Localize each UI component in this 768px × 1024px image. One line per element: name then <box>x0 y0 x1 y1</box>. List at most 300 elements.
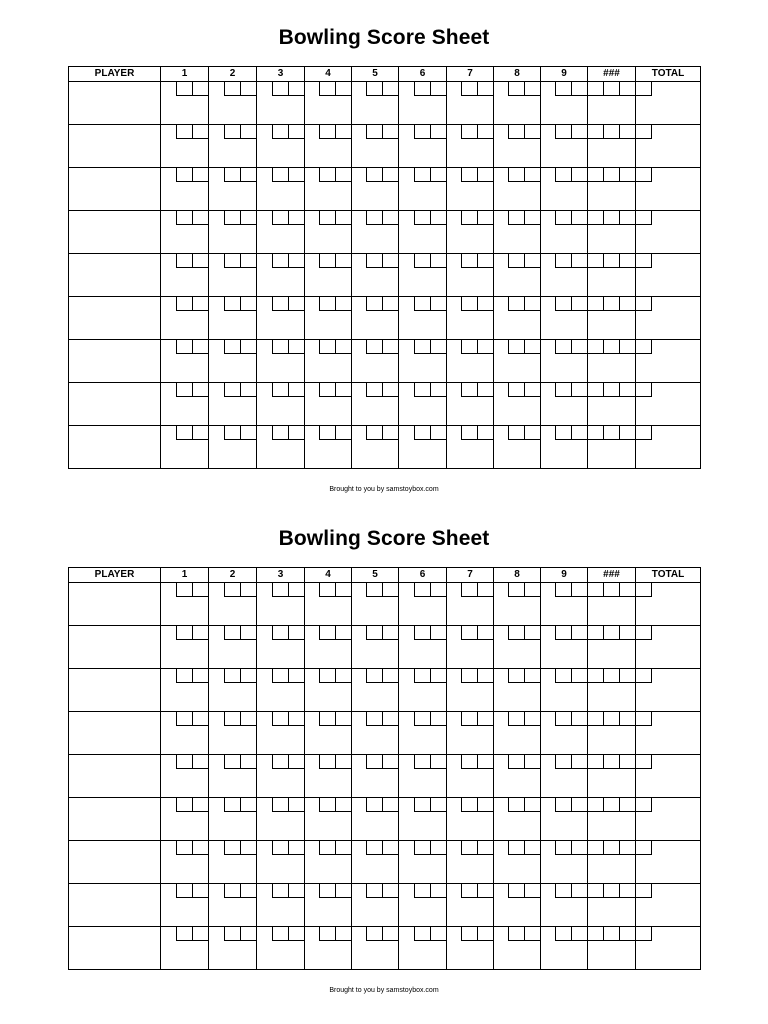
ball-box[interactable] <box>524 583 540 597</box>
ball-box[interactable] <box>587 125 603 139</box>
frame-score-cell[interactable] <box>352 712 399 755</box>
ball-box[interactable] <box>192 798 208 812</box>
player-name-cell[interactable] <box>69 211 161 254</box>
ball-box[interactable] <box>335 798 351 812</box>
ball-box[interactable] <box>272 927 288 941</box>
frame-score-cell[interactable] <box>447 798 494 841</box>
ball-box[interactable] <box>366 340 382 354</box>
ball-box[interactable] <box>335 340 351 354</box>
ball-box[interactable] <box>414 426 430 440</box>
ball-box[interactable] <box>240 884 256 898</box>
ball-box[interactable] <box>430 712 446 726</box>
ball-box[interactable] <box>587 583 603 597</box>
ball-box[interactable] <box>508 125 524 139</box>
frame-score-cell[interactable] <box>209 626 257 669</box>
ball-box[interactable] <box>508 669 524 683</box>
ball-box[interactable] <box>335 383 351 397</box>
ball-box[interactable] <box>335 669 351 683</box>
ball-box[interactable] <box>224 297 240 311</box>
ball-box[interactable] <box>430 583 446 597</box>
frame-score-cell[interactable] <box>257 755 305 798</box>
ball-box[interactable] <box>192 383 208 397</box>
ball-box[interactable] <box>524 927 540 941</box>
ball-box[interactable] <box>240 168 256 182</box>
frame-score-cell[interactable] <box>257 841 305 884</box>
frame-score-cell[interactable] <box>399 254 447 297</box>
ball-box[interactable] <box>288 383 304 397</box>
frame-score-cell[interactable] <box>447 297 494 340</box>
ball-box[interactable] <box>619 798 635 812</box>
frame-score-cell[interactable] <box>588 626 636 669</box>
frame-score-cell[interactable] <box>209 927 257 970</box>
ball-box[interactable] <box>288 583 304 597</box>
ball-box[interactable] <box>272 82 288 96</box>
ball-box[interactable] <box>382 82 398 96</box>
ball-box[interactable] <box>240 211 256 225</box>
ball-box[interactable] <box>366 211 382 225</box>
ball-box[interactable] <box>587 383 603 397</box>
frame-score-cell[interactable] <box>588 755 636 798</box>
frame-score-cell[interactable] <box>352 297 399 340</box>
player-name-cell[interactable] <box>69 755 161 798</box>
frame-score-cell[interactable] <box>305 884 352 927</box>
ball-box[interactable] <box>636 669 652 683</box>
ball-box[interactable] <box>508 82 524 96</box>
ball-box[interactable] <box>461 168 477 182</box>
ball-box[interactable] <box>524 426 540 440</box>
ball-box[interactable] <box>272 383 288 397</box>
ball-box[interactable] <box>477 125 493 139</box>
frame-score-cell[interactable] <box>399 669 447 712</box>
frame-score-cell[interactable] <box>209 340 257 383</box>
ball-box[interactable] <box>555 211 571 225</box>
ball-box[interactable] <box>319 583 335 597</box>
ball-box[interactable] <box>461 254 477 268</box>
ball-box[interactable] <box>524 340 540 354</box>
ball-box[interactable] <box>176 884 192 898</box>
frame-score-cell[interactable] <box>161 340 209 383</box>
ball-box[interactable] <box>603 884 619 898</box>
frame-score-cell[interactable] <box>494 755 541 798</box>
frame-score-cell[interactable] <box>352 82 399 125</box>
ball-box[interactable] <box>571 583 587 597</box>
ball-box[interactable] <box>176 383 192 397</box>
ball-box[interactable] <box>636 755 652 769</box>
frame-score-cell[interactable] <box>257 168 305 211</box>
frame-score-cell[interactable] <box>447 340 494 383</box>
ball-box[interactable] <box>508 383 524 397</box>
ball-box[interactable] <box>603 755 619 769</box>
frame-score-cell[interactable] <box>161 712 209 755</box>
ball-box[interactable] <box>288 82 304 96</box>
ball-box[interactable] <box>224 669 240 683</box>
frame-score-cell[interactable] <box>494 798 541 841</box>
ball-box[interactable] <box>477 426 493 440</box>
ball-box[interactable] <box>571 82 587 96</box>
frame-score-cell[interactable] <box>161 383 209 426</box>
ball-box[interactable] <box>335 426 351 440</box>
ball-box[interactable] <box>240 927 256 941</box>
ball-box[interactable] <box>477 340 493 354</box>
frame-score-cell[interactable] <box>494 669 541 712</box>
ball-box[interactable] <box>555 297 571 311</box>
frame-score-cell[interactable] <box>257 669 305 712</box>
ball-box[interactable] <box>587 884 603 898</box>
player-name-cell[interactable] <box>69 82 161 125</box>
ball-box[interactable] <box>224 426 240 440</box>
frame-score-cell[interactable] <box>447 168 494 211</box>
ball-box[interactable] <box>335 297 351 311</box>
player-name-cell[interactable] <box>69 297 161 340</box>
frame-score-cell[interactable] <box>305 426 352 469</box>
ball-box[interactable] <box>477 927 493 941</box>
frame-score-cell[interactable] <box>541 626 588 669</box>
ball-box[interactable] <box>176 340 192 354</box>
frame-score-cell[interactable] <box>209 426 257 469</box>
frame-score-cell[interactable] <box>209 254 257 297</box>
ball-box[interactable] <box>508 712 524 726</box>
ball-box[interactable] <box>430 626 446 640</box>
frame-score-cell[interactable] <box>494 426 541 469</box>
ball-box[interactable] <box>430 211 446 225</box>
ball-box[interactable] <box>272 211 288 225</box>
ball-box[interactable] <box>430 168 446 182</box>
ball-box[interactable] <box>382 798 398 812</box>
ball-box[interactable] <box>382 254 398 268</box>
frame-score-cell[interactable] <box>399 927 447 970</box>
total-score-cell[interactable] <box>636 755 701 798</box>
ball-box[interactable] <box>192 755 208 769</box>
frame-score-cell[interactable] <box>305 626 352 669</box>
ball-box[interactable] <box>176 211 192 225</box>
ball-box[interactable] <box>335 712 351 726</box>
frame-score-cell[interactable] <box>352 798 399 841</box>
ball-box[interactable] <box>587 211 603 225</box>
ball-box[interactable] <box>176 626 192 640</box>
ball-box[interactable] <box>366 712 382 726</box>
player-name-cell[interactable] <box>69 383 161 426</box>
ball-box[interactable] <box>382 841 398 855</box>
ball-box[interactable] <box>319 426 335 440</box>
ball-box[interactable] <box>319 626 335 640</box>
ball-box[interactable] <box>603 583 619 597</box>
ball-box[interactable] <box>461 583 477 597</box>
ball-box[interactable] <box>587 168 603 182</box>
ball-box[interactable] <box>619 211 635 225</box>
ball-box[interactable] <box>319 340 335 354</box>
player-name-cell[interactable] <box>69 340 161 383</box>
frame-score-cell[interactable] <box>209 841 257 884</box>
frame-score-cell[interactable] <box>257 125 305 168</box>
frame-score-cell[interactable] <box>541 168 588 211</box>
frame-score-cell[interactable] <box>161 626 209 669</box>
ball-box[interactable] <box>366 884 382 898</box>
ball-box[interactable] <box>571 626 587 640</box>
frame-score-cell[interactable] <box>161 927 209 970</box>
ball-box[interactable] <box>603 626 619 640</box>
frame-score-cell[interactable] <box>257 340 305 383</box>
frame-score-cell[interactable] <box>588 125 636 168</box>
frame-score-cell[interactable] <box>399 125 447 168</box>
frame-score-cell[interactable] <box>588 712 636 755</box>
ball-box[interactable] <box>587 755 603 769</box>
frame-score-cell[interactable] <box>161 798 209 841</box>
ball-box[interactable] <box>524 884 540 898</box>
ball-box[interactable] <box>272 669 288 683</box>
player-name-cell[interactable] <box>69 168 161 211</box>
ball-box[interactable] <box>603 168 619 182</box>
frame-score-cell[interactable] <box>209 884 257 927</box>
ball-box[interactable] <box>192 211 208 225</box>
ball-box[interactable] <box>366 798 382 812</box>
ball-box[interactable] <box>571 340 587 354</box>
ball-box[interactable] <box>508 798 524 812</box>
ball-box[interactable] <box>272 841 288 855</box>
ball-box[interactable] <box>414 884 430 898</box>
ball-box[interactable] <box>430 755 446 769</box>
frame-score-cell[interactable] <box>352 125 399 168</box>
ball-box[interactable] <box>192 884 208 898</box>
ball-box[interactable] <box>366 383 382 397</box>
ball-box[interactable] <box>224 125 240 139</box>
frame-score-cell[interactable] <box>588 426 636 469</box>
ball-box[interactable] <box>414 297 430 311</box>
player-name-cell[interactable] <box>69 125 161 168</box>
frame-score-cell[interactable] <box>588 583 636 626</box>
ball-box[interactable] <box>224 755 240 769</box>
frame-score-cell[interactable] <box>588 297 636 340</box>
ball-box[interactable] <box>571 426 587 440</box>
ball-box[interactable] <box>272 583 288 597</box>
ball-box[interactable] <box>619 82 635 96</box>
frame-score-cell[interactable] <box>588 798 636 841</box>
frame-score-cell[interactable] <box>494 841 541 884</box>
ball-box[interactable] <box>587 798 603 812</box>
total-score-cell[interactable] <box>636 254 701 297</box>
ball-box[interactable] <box>555 669 571 683</box>
frame-score-cell[interactable] <box>352 841 399 884</box>
ball-box[interactable] <box>272 125 288 139</box>
player-name-cell[interactable] <box>69 841 161 884</box>
player-name-cell[interactable] <box>69 626 161 669</box>
ball-box[interactable] <box>587 426 603 440</box>
frame-score-cell[interactable] <box>588 211 636 254</box>
frame-score-cell[interactable] <box>588 340 636 383</box>
frame-score-cell[interactable] <box>541 82 588 125</box>
ball-box[interactable] <box>571 211 587 225</box>
frame-score-cell[interactable] <box>447 583 494 626</box>
ball-box[interactable] <box>272 884 288 898</box>
frame-score-cell[interactable] <box>209 297 257 340</box>
ball-box[interactable] <box>176 254 192 268</box>
ball-box[interactable] <box>524 383 540 397</box>
ball-box[interactable] <box>319 125 335 139</box>
total-score-cell[interactable] <box>636 168 701 211</box>
frame-score-cell[interactable] <box>161 211 209 254</box>
ball-box[interactable] <box>430 927 446 941</box>
ball-box[interactable] <box>571 254 587 268</box>
ball-box[interactable] <box>224 82 240 96</box>
ball-box[interactable] <box>619 254 635 268</box>
frame-score-cell[interactable] <box>541 340 588 383</box>
ball-box[interactable] <box>587 254 603 268</box>
total-score-cell[interactable] <box>636 297 701 340</box>
ball-box[interactable] <box>636 168 652 182</box>
ball-box[interactable] <box>335 82 351 96</box>
ball-box[interactable] <box>192 927 208 941</box>
ball-box[interactable] <box>224 254 240 268</box>
ball-box[interactable] <box>461 755 477 769</box>
ball-box[interactable] <box>524 755 540 769</box>
ball-box[interactable] <box>288 426 304 440</box>
frame-score-cell[interactable] <box>161 254 209 297</box>
ball-box[interactable] <box>571 669 587 683</box>
ball-box[interactable] <box>335 211 351 225</box>
ball-box[interactable] <box>224 884 240 898</box>
ball-box[interactable] <box>508 254 524 268</box>
ball-box[interactable] <box>335 125 351 139</box>
frame-score-cell[interactable] <box>257 82 305 125</box>
ball-box[interactable] <box>555 426 571 440</box>
ball-box[interactable] <box>508 426 524 440</box>
frame-score-cell[interactable] <box>257 297 305 340</box>
ball-box[interactable] <box>461 383 477 397</box>
frame-score-cell[interactable] <box>588 383 636 426</box>
ball-box[interactable] <box>524 125 540 139</box>
ball-box[interactable] <box>192 583 208 597</box>
ball-box[interactable] <box>587 297 603 311</box>
frame-score-cell[interactable] <box>257 426 305 469</box>
frame-score-cell[interactable] <box>588 82 636 125</box>
ball-box[interactable] <box>477 211 493 225</box>
frame-score-cell[interactable] <box>447 125 494 168</box>
player-name-cell[interactable] <box>69 927 161 970</box>
frame-score-cell[interactable] <box>209 125 257 168</box>
ball-box[interactable] <box>335 927 351 941</box>
ball-box[interactable] <box>319 884 335 898</box>
ball-box[interactable] <box>571 297 587 311</box>
ball-box[interactable] <box>636 125 652 139</box>
ball-box[interactable] <box>272 626 288 640</box>
ball-box[interactable] <box>461 297 477 311</box>
ball-box[interactable] <box>224 211 240 225</box>
ball-box[interactable] <box>192 841 208 855</box>
ball-box[interactable] <box>319 297 335 311</box>
total-score-cell[interactable] <box>636 841 701 884</box>
ball-box[interactable] <box>224 340 240 354</box>
ball-box[interactable] <box>524 254 540 268</box>
frame-score-cell[interactable] <box>305 340 352 383</box>
ball-box[interactable] <box>461 626 477 640</box>
frame-score-cell[interactable] <box>305 383 352 426</box>
frame-score-cell[interactable] <box>399 383 447 426</box>
ball-box[interactable] <box>477 669 493 683</box>
ball-box[interactable] <box>636 798 652 812</box>
frame-score-cell[interactable] <box>588 927 636 970</box>
total-score-cell[interactable] <box>636 340 701 383</box>
frame-score-cell[interactable] <box>305 841 352 884</box>
frame-score-cell[interactable] <box>541 927 588 970</box>
frame-score-cell[interactable] <box>399 583 447 626</box>
ball-box[interactable] <box>382 884 398 898</box>
ball-box[interactable] <box>636 426 652 440</box>
ball-box[interactable] <box>414 712 430 726</box>
ball-box[interactable] <box>382 626 398 640</box>
ball-box[interactable] <box>366 426 382 440</box>
frame-score-cell[interactable] <box>352 211 399 254</box>
ball-box[interactable] <box>414 841 430 855</box>
ball-box[interactable] <box>272 254 288 268</box>
ball-box[interactable] <box>366 297 382 311</box>
ball-box[interactable] <box>288 297 304 311</box>
ball-box[interactable] <box>192 254 208 268</box>
frame-score-cell[interactable] <box>494 583 541 626</box>
ball-box[interactable] <box>335 254 351 268</box>
ball-box[interactable] <box>414 211 430 225</box>
ball-box[interactable] <box>240 426 256 440</box>
ball-box[interactable] <box>240 755 256 769</box>
ball-box[interactable] <box>224 626 240 640</box>
ball-box[interactable] <box>461 927 477 941</box>
frame-score-cell[interactable] <box>305 254 352 297</box>
frame-score-cell[interactable] <box>352 626 399 669</box>
ball-box[interactable] <box>272 798 288 812</box>
total-score-cell[interactable] <box>636 426 701 469</box>
total-score-cell[interactable] <box>636 383 701 426</box>
ball-box[interactable] <box>461 884 477 898</box>
ball-box[interactable] <box>477 383 493 397</box>
ball-box[interactable] <box>636 884 652 898</box>
frame-score-cell[interactable] <box>257 712 305 755</box>
ball-box[interactable] <box>192 297 208 311</box>
ball-box[interactable] <box>176 125 192 139</box>
ball-box[interactable] <box>571 841 587 855</box>
frame-score-cell[interactable] <box>541 583 588 626</box>
ball-box[interactable] <box>176 82 192 96</box>
frame-score-cell[interactable] <box>352 383 399 426</box>
ball-box[interactable] <box>319 211 335 225</box>
frame-score-cell[interactable] <box>305 125 352 168</box>
frame-score-cell[interactable] <box>494 125 541 168</box>
ball-box[interactable] <box>319 82 335 96</box>
ball-box[interactable] <box>335 841 351 855</box>
ball-box[interactable] <box>176 798 192 812</box>
ball-box[interactable] <box>192 669 208 683</box>
ball-box[interactable] <box>603 254 619 268</box>
ball-box[interactable] <box>619 626 635 640</box>
ball-box[interactable] <box>272 755 288 769</box>
ball-box[interactable] <box>414 669 430 683</box>
frame-score-cell[interactable] <box>161 125 209 168</box>
frame-score-cell[interactable] <box>494 626 541 669</box>
player-name-cell[interactable] <box>69 583 161 626</box>
frame-score-cell[interactable] <box>352 927 399 970</box>
ball-box[interactable] <box>288 254 304 268</box>
ball-box[interactable] <box>382 125 398 139</box>
ball-box[interactable] <box>636 383 652 397</box>
ball-box[interactable] <box>603 297 619 311</box>
ball-box[interactable] <box>555 340 571 354</box>
ball-box[interactable] <box>224 927 240 941</box>
ball-box[interactable] <box>430 884 446 898</box>
ball-box[interactable] <box>587 82 603 96</box>
ball-box[interactable] <box>366 841 382 855</box>
frame-score-cell[interactable] <box>447 927 494 970</box>
frame-score-cell[interactable] <box>541 297 588 340</box>
frame-score-cell[interactable] <box>352 426 399 469</box>
frame-score-cell[interactable] <box>305 82 352 125</box>
frame-score-cell[interactable] <box>305 583 352 626</box>
